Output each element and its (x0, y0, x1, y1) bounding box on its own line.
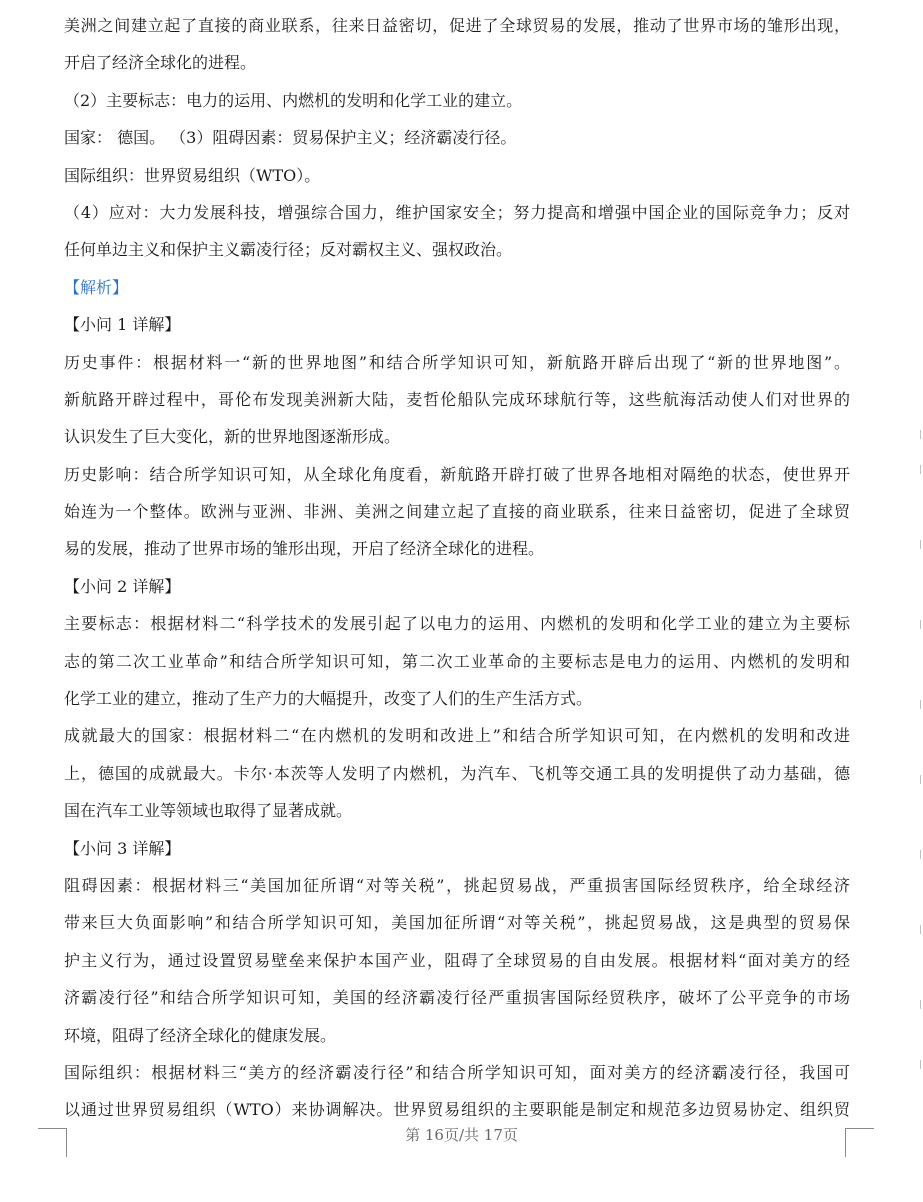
edge-tick-mark (916, 1060, 921, 1069)
text-line: 化学工业的建立，推动了生产力的大幅提升，改变了人们的生产生活方式。 (64, 689, 593, 709)
text-line: 【小问 2 详解】 (64, 576, 181, 596)
text-line: 始连为一个整体。欧洲与亚洲、非洲、美洲之间建立起了直接的商业联系，往来日益密切，促进了全球贸 (64, 502, 850, 522)
right-edge-ruler (915, 0, 923, 1202)
text-line: 历史事件：根据材料一“新的世界地图”和结合所学知识可知，新航路开辟后出现了“新的世界地图”。 (64, 352, 850, 372)
text-line: 开启了经济全球化的进程。 (64, 53, 257, 73)
edge-tick-mark (916, 620, 921, 629)
edge-tick-mark (916, 925, 921, 934)
section-heading-analysis: 【解析】 (64, 277, 129, 297)
text-line: 国在汽车工业等领域也取得了显著成就。 (64, 801, 353, 821)
text-line: 济霸凌行径”和结合所学知识可知，美国的经济霸凌行径严重损害国际经贸秩序，破坏了公平竞争的市场 (64, 988, 850, 1008)
edge-tick-mark (916, 700, 921, 709)
text-line: 护主义行为，通过设置贸易壁垒来保护本国产业，阻碍了全球贸易的自由发展。根据材料“面对美方的经 (64, 950, 850, 970)
text-line: （4）应对：大力发展科技，增强综合国力，维护国家安全；努力提高和增强中国企业的国际竞争力；反对 (64, 202, 850, 222)
text-line: 认识发生了巨大变化，新的世界地图逐渐形成。 (64, 427, 401, 447)
text-line: 环境，阻碍了经济全球化的健康发展。 (64, 1025, 337, 1045)
text-line: 带来巨大负面影响”和结合所学知识可知，美国加征所谓“对等关税”，挑起贸易战，这是典型的贸易保 (64, 913, 850, 933)
edge-tick-mark (916, 775, 921, 784)
edge-tick-mark (916, 430, 921, 439)
text-line: 【小问 1 详解】 (64, 315, 181, 335)
text-line: 成就最大的国家：根据材料二“在内燃机的发明和改进上”和结合所学知识可知，在内燃机的发明和改进 (64, 726, 850, 746)
text-line: 国际组织：世界贸易组织（WTO）。 (64, 165, 321, 185)
text-line: 美洲之间建立起了直接的商业联系，往来日益密切，促进了全球贸易的发展，推动了世界市场的雏形出现， (64, 16, 850, 35)
edge-tick-mark (916, 850, 921, 859)
text-line: 易的发展，推动了世界市场的雏形出现，开启了经济全球化的进程。 (64, 539, 545, 559)
text-line: 国家： 德国。 （3）阻碍因素：贸易保护主义；经济霸凌行径。 (64, 128, 517, 148)
text-line: 以通过世界贸易组织（WTO）来协调解决。世界贸易组织的主要职能是制定和规范多边贸易协定、组织贸 (64, 1100, 850, 1120)
document-body (64, 7, 850, 1129)
text-line: （2）主要标志：电力的运用、内燃机的发明和化学工业的建立。 (64, 90, 523, 110)
text-line: 【小问 3 详解】 (64, 838, 181, 858)
text-line: 志的第二次工业革命”和结合所学知识可知，第二次工业革命的主要标志是电力的运用、内燃机的发明和 (64, 651, 850, 671)
edge-tick-mark (916, 465, 921, 474)
text-line: 新航路开辟过程中，哥伦布发现美洲新大陆，麦哲伦船队完成环球航行等，这些航海活动使人们对世界的 (64, 389, 850, 409)
edge-tick-mark (916, 540, 921, 549)
edge-tick-mark (916, 1000, 921, 1009)
text-line: 上，德国的成就最大。卡尔·本茨等人发明了内燃机，为汽车、飞机等交通工具的发明提供了动力基础，德 (64, 763, 850, 783)
text-line: 历史影响：结合所学知识可知，从全球化角度看，新航路开辟打破了世界各地相对隔绝的状态，使世界开 (64, 464, 850, 484)
text-line: 阻碍因素：根据材料三“美国加征所谓“对等关税”，挑起贸易战，严重损害国际经贸秩序，给全球经济 (64, 875, 850, 895)
page-number: 第 16页/共 17页 (405, 1126, 518, 1144)
text-line: 任何单边主义和保护主义霸凌行径；反对霸权主义、强权政治。 (64, 240, 513, 260)
text-line: 主要标志：根据材料二“科学技术的发展引起了以电力的运用、内燃机的发明和化学工业的建立为主要标 (64, 614, 850, 634)
text-line: 国际组织：根据材料三“美方的经济霸凌行径”和结合所学知识可知，面对美方的经济霸凌行径，我国可 (64, 1062, 850, 1082)
